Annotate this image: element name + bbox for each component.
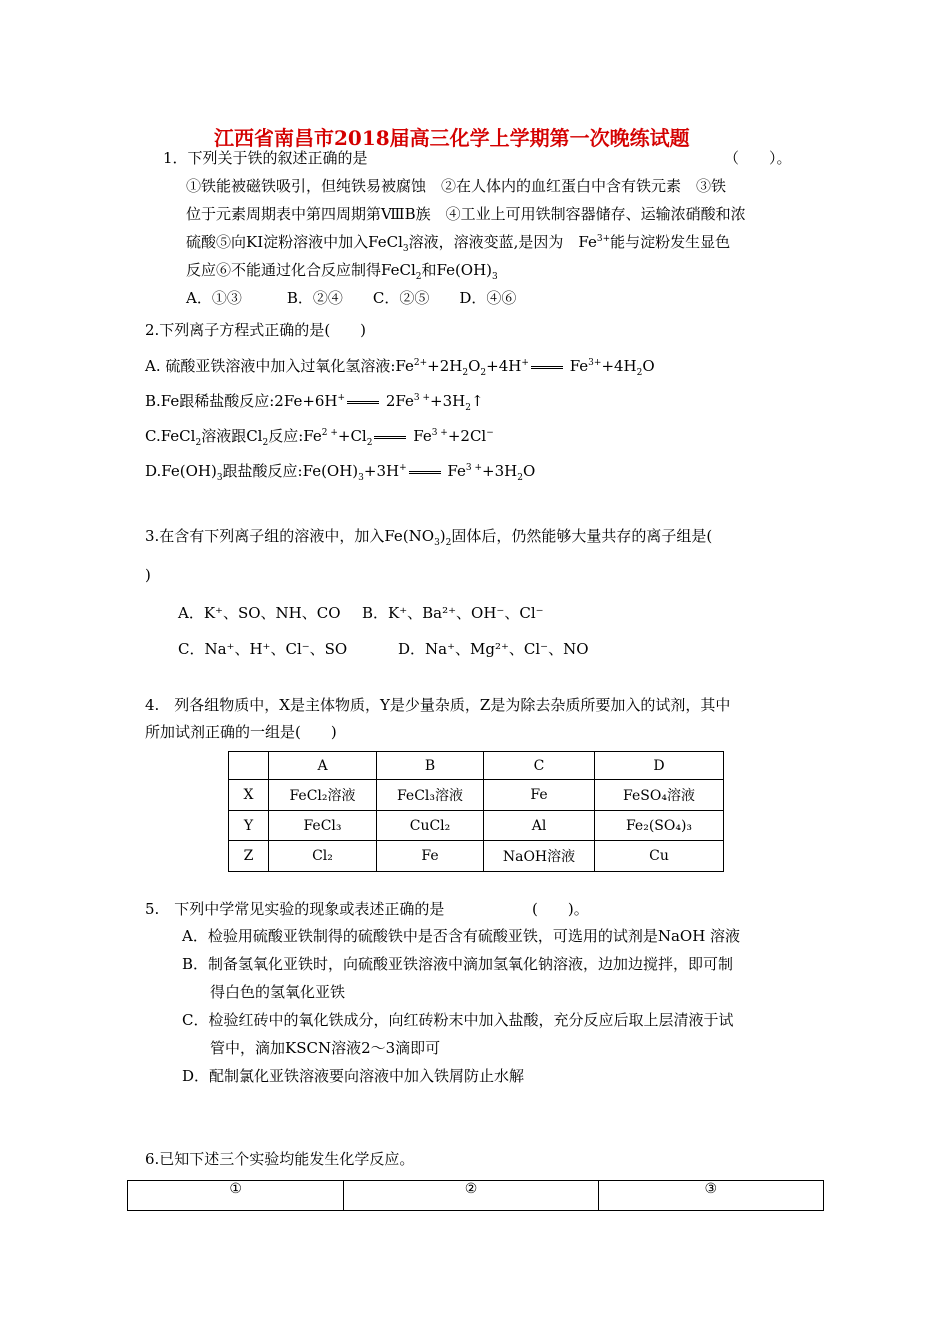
q5-answer-paren: ( )。 (532, 900, 589, 918)
q5-option-c-line1: C．检验红砖中的氧化铁成分，向红砖粉末中加入盐酸，充分反应后取上层清液于试 (182, 1011, 734, 1029)
q4-cell: Fe (484, 780, 595, 811)
q5-stem: 5. 下列中学常见实验的现象或表述正确的是 (145, 900, 445, 918)
q4-cell: FeCl₃溶液 (377, 780, 484, 811)
q2-option-b: B.Fe跟稀盐酸反应:2Fe+6H+ $2Fe^{3 +}+3H_2↑$ (145, 392, 484, 413)
q4-header-cell (229, 752, 269, 780)
q4-cell: Fe (377, 841, 484, 872)
q4-stem-line2: 所加试剂正确的一组是( ) (145, 723, 337, 741)
q4-cell: Cl₂ (269, 841, 377, 872)
q6-header-cell: ② (344, 1181, 598, 1211)
q5-option-b-line2: 得白色的氢氧化亚铁 (210, 983, 346, 1001)
q1-stem: 1．下列关于铁的叙述正确的是 (163, 149, 368, 167)
q6-header-cell: ① (128, 1181, 344, 1211)
q4-cell: NaOH溶液 (484, 841, 595, 872)
q1-line1: ①铁能被磁铁吸引，但纯铁易被腐蚀 ②在人体内的血红蛋白中含有铁元素 ③铁 (186, 177, 727, 195)
q4-cell: CuCl₂ (377, 811, 484, 841)
q1-options: A．①③ B．②④ C．②⑤ D．④⑥ (186, 289, 517, 307)
q5-option-c-line2: 管中，滴加KSCN溶液2～3滴即可 (210, 1039, 441, 1057)
q3-option-c: C．Na⁺、H⁺、Cl⁻、SO (178, 640, 348, 658)
q4-header-cell: C (484, 752, 595, 780)
q3-option-b: B．K⁺、Ba²⁺、OH⁻、Cl⁻ (362, 604, 544, 622)
q1-line3: 硫酸⑤向KI淀粉溶液中加入FeCl$_3$溶液，溶液变蓝,是因为 $Fe^{3+}$能与淀粉发生显色 (186, 233, 731, 254)
q4-cell: FeCl₃ (269, 811, 377, 841)
q4-cell: Cu (595, 841, 724, 872)
q2-option-a: A. 硫酸亚铁溶液中加入过氧化氢溶液$:Fe^{2+}+2H_2O_2+4H^+$ $Fe^{3+}+4H_2O$ (145, 357, 655, 378)
q4-cell: Al (484, 811, 595, 841)
page-title: 江西省南昌市2018届高三化学上学期第一次晚练试题 (214, 126, 690, 150)
q3-stem-end: ) (145, 566, 151, 584)
q4-cell: FeCl₂溶液 (269, 780, 377, 811)
q4-cell: Y (229, 811, 269, 841)
q5-option-d: D．配制氯化亚铁溶液要向溶液中加入铁屑防止水解 (182, 1067, 525, 1085)
q5-option-b-line1: B．制备氢氧化亚铁时，向硫酸亚铁溶液中滴加氢氧化钠溶液，边加边搅拌，即可制 (182, 955, 734, 973)
q4-header-cell: B (377, 752, 484, 780)
q4-cell: Fe₂(SO₄)₃ (595, 811, 724, 841)
q5-option-a: A．检验用硫酸亚铁制得的硫酸铁中是否含有硫酸亚铁，可选用的试剂是NaOH 溶液 (182, 927, 741, 945)
q4-stem-line1: 4. 列各组物质中，X是主体物质，Y是少量杂质，Z是为除去杂质所要加入的试剂，其中 (145, 696, 731, 714)
q6-header-cell: ③ (598, 1181, 823, 1211)
q6-stem: 6.已知下述三个实验均能发生化学反应。 (145, 1150, 415, 1168)
q3-stem: 3.在含有下列离子组的溶液中，加入$Fe(NO_3)_2$固体后，仍然能够大量共存的离子组是( (145, 527, 713, 548)
q3-option-d: D．Na⁺、Mg²⁺、Cl⁻、NO (398, 640, 589, 658)
q4-cell: FeSO₄溶液 (595, 780, 724, 811)
q4-header-cell: D (595, 752, 724, 780)
q4-cell: X (229, 780, 269, 811)
q4-table (228, 751, 724, 872)
q6-table (127, 1180, 824, 1211)
q2-option-c: C.FeCl$_2$溶液跟$Cl_2$反应$:Fe^{2 +}+Cl_2$ $Fe^{3 +}+2Cl^-$ (145, 427, 494, 448)
q4-cell: Z (229, 841, 269, 872)
q3-option-a: A．K⁺、SO、NH、CO (178, 604, 341, 622)
q1-answer-paren: （ ）。 (724, 149, 792, 167)
q2-stem: 2.下列离子方程式正确的是( ) (145, 321, 367, 339)
q4-header-cell: A (269, 752, 377, 780)
q2-option-d: $D.Fe(OH)_3$跟盐酸反应$:Fe(OH)_3+3H^+$ $Fe^{3 +}+3H_2O$ (145, 462, 536, 483)
q1-line4: 反应⑥不能通过化合反应制得FeCl$_2$和$Fe(OH)_3$ (186, 261, 498, 282)
q1-line2: 位于元素周期表中第四周期第ⅧB族 ④工业上可用铁制容器储存、运输浓硝酸和浓 (186, 205, 746, 223)
